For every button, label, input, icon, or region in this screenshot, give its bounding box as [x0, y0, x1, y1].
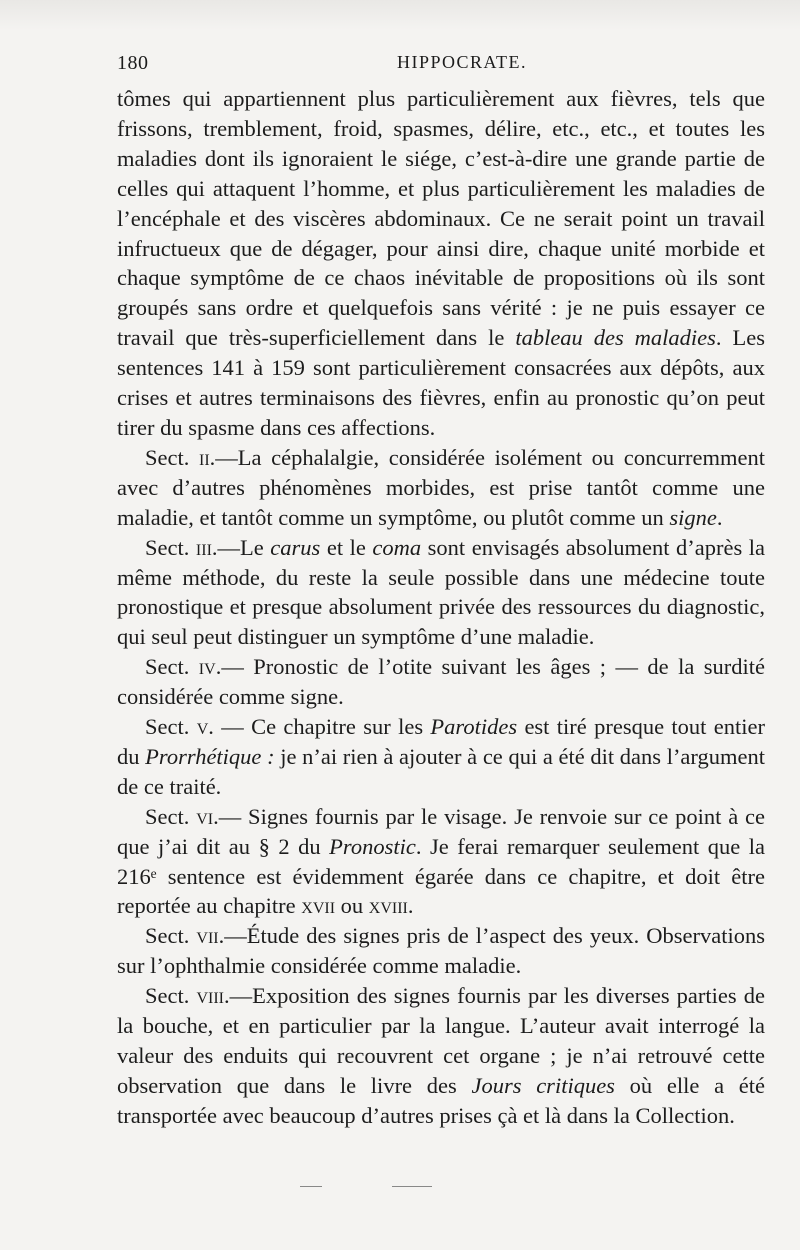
text-run: je n’ai rien à ajouter à ce qui a été dit dans l’argument de ce traité.	[117, 743, 765, 799]
text-run: .—Étude des signes pris de l’aspect des yeux. Observations sur l’ophthalmie considérée comme maladie.	[117, 923, 765, 979]
text-run: . Les sentences 141 à 159 sont particulièrement consacrées aux dépôts, aux crises et autres terminaisons des fièvres, enfin au pronostic qu’on peut tirer du spasme dans ces affections.	[117, 325, 765, 440]
section-numeral: vii	[196, 923, 219, 949]
text-run: est tiré presque tout entier du	[117, 714, 765, 769]
italic-text: Jours critiques	[471, 1072, 615, 1098]
text-run: .— Pronostic de l’otite suivant les âges ; — de la surdité considérée comme signe.	[117, 654, 765, 710]
body-text	[117, 84, 765, 1131]
italic-text: Prorrhétique :	[145, 743, 275, 769]
text-run: .	[407, 893, 414, 919]
text-run: Sect.	[145, 654, 199, 680]
text-run: .—Exposition des signes fournis par les diverses parties de la bouche, et en particulier par la langue. L’auteur avait interrogé la valeur des enduits qui recouvrent cet organe ; je n’ai retrouvé cette observation que dans le livre des	[117, 983, 765, 1098]
text-run: .—La céphalalgie, considérée isolément ou concurremment avec d’autres phénomènes morbides, est prise tantôt comme une maladie, et tantôt comme un symptôme, ou plutôt comme un	[117, 444, 765, 530]
section-numeral: vi	[196, 803, 214, 829]
text-run: et le	[320, 534, 373, 560]
section-paragraph	[117, 533, 765, 653]
text-run: Sect.	[145, 803, 197, 829]
text-run: . — Ce chapitre sur les	[208, 714, 431, 740]
page-number: 180	[117, 52, 149, 74]
section-paragraph	[117, 981, 765, 1131]
italic-text: Parotides	[430, 714, 518, 740]
text-run: tômes qui appartiennent plus particulièrement aux fièvres, tels que frissons, tremblement, froid, spasmes, délire, etc., etc., et toutes les maladies dont ils ignoraient le siége, c’est-à-dire une grande partie de celles qui attaquent l’homme, et plus particulièrement les maladies de l’encéphale et des viscères abdominaux. Ce ne serait point un travail infructueux que de dégager, pour ainsi dire, chaque unité morbide et chaque symptôme de ce chaos inévitable de propositions où ils sont groupés sans ordre et quelquefois sans vérité : je ne puis essayer ce travail que très-superficiellement dans le	[117, 86, 765, 351]
text-run: où elle a été transportée avec beaucoup d’autres prises çà et là dans la Collection.	[117, 1072, 766, 1128]
italic-text: carus	[270, 534, 321, 560]
section-paragraph	[117, 921, 765, 981]
italic-text: tableau des maladies	[515, 325, 716, 351]
italic-text: Pronostic	[329, 833, 416, 859]
section-numeral: xvii	[301, 893, 336, 919]
page-edge-shadow	[0, 0, 800, 30]
section-paragraph	[117, 802, 765, 922]
text-run: .	[716, 504, 723, 530]
section-numeral: v	[196, 714, 209, 740]
italic-text: signe	[669, 504, 717, 530]
text-run: ou	[335, 893, 369, 919]
text-run: Sect.	[145, 444, 199, 470]
text-run: . Je ferai remarquer seulement que la 216ᵉ sentence est évidemment égarée dans ce chapitre, et doit être reportée au chapitre	[117, 833, 765, 919]
paragraph-continued	[117, 84, 765, 443]
section-paragraph	[117, 712, 765, 802]
text-run: Sect.	[145, 983, 197, 1009]
text-run: Sect.	[145, 534, 196, 560]
page-header	[117, 52, 765, 82]
text-run: Sect.	[145, 714, 197, 740]
section-paragraph	[117, 652, 765, 712]
section-paragraph	[117, 443, 765, 533]
text-run: sont envisagés absolument d’après la même méthode, du reste la seule possible dans une médecine toute pronostique et presque absolument privée des ressources du diagnostic, qui seul peut distinguer un symptôme d’une maladie.	[117, 534, 765, 650]
text-run: .— Signes fournis par le visage. Je renvoie sur ce point à ce que j’ai dit au § 2 du	[117, 803, 765, 859]
running-title: HIPPOCRATE.	[397, 52, 528, 72]
footer-mark	[300, 1186, 460, 1196]
section-numeral: iv	[198, 654, 216, 680]
text-run: Sect.	[145, 923, 197, 949]
section-numeral: ii	[198, 444, 210, 470]
text-run: .—Le	[211, 534, 271, 560]
section-numeral: xviii	[368, 893, 408, 919]
section-numeral: viii	[196, 983, 224, 1009]
italic-text: coma	[372, 534, 422, 560]
section-numeral: iii	[195, 534, 212, 560]
